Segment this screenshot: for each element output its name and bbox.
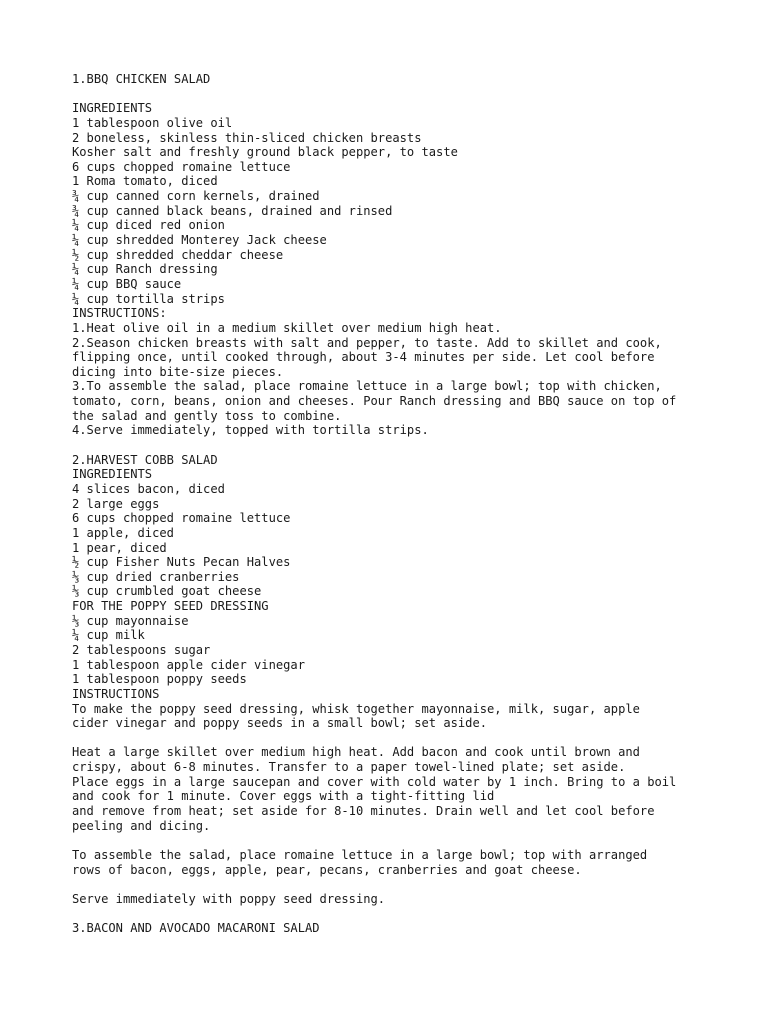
blank-line [72,87,732,102]
instruction-line: flipping once, until cooked through, about 3-4 minutes per side. Let cool before [72,350,655,365]
ingredient-line: ¼ cup shredded Monterey Jack cheese [72,233,327,248]
instruction-line: crispy, about 6-8 minutes. Transfer to a paper towel-lined plate; set aside. [72,760,626,775]
blank-line [72,438,732,453]
ingredient-line: Kosher salt and freshly ground black pepper, to taste [72,145,458,160]
instruction-line: cider vinegar and poppy seeds in a small bowl; set aside. [72,716,488,731]
instructions-heading: INSTRUCTIONS [72,686,160,701]
ingredient-line: 4 slices bacon, diced [72,481,225,496]
ingredient-line: 1 tablespoon olive oil [72,115,233,130]
blank-line [72,731,732,746]
ingredient-line: ¾ cup canned black beans, drained and rinsed [72,203,393,218]
ingredients-heading: INGREDIENTS [72,467,153,482]
ingredient-line: ⅓ cup crumbled goat cheese [72,584,262,599]
blank-line [72,833,732,848]
instruction-line: To make the poppy seed dressing, whisk together mayonnaise, milk, sugar, apple [72,701,640,716]
ingredient-line: ½ cup shredded cheddar cheese [72,247,284,262]
dressing-heading: FOR THE POPPY SEED DRESSING [72,599,269,614]
ingredient-line: 2 large eggs [72,496,160,511]
recipe-section [72,921,732,936]
instruction-line: and remove from heat; set aside for 8-10 minutes. Drain well and let cool before [72,804,655,819]
instruction-line: rows of bacon, eggs, apple, pear, pecans, cranberries and goat cheese. [72,862,582,877]
recipe-section [72,72,732,438]
instruction-line: Heat a large skillet over medium high heat. Add bacon and cook until brown and [72,745,640,760]
ingredient-line: ¾ cup canned corn kernels, drained [72,189,320,204]
dressing-line: ¼ cup milk [72,628,145,643]
instruction-line: 1.Heat olive oil in a medium skillet over medium high heat. [72,320,502,335]
ingredient-line: ¼ cup tortilla strips [72,291,225,306]
recipe-title: 3.BACON AND AVOCADO MACARONI SALAD [72,921,320,936]
instruction-line: 2.Season chicken breasts with salt and pepper, to taste. Add to skillet and cook, [72,335,662,350]
ingredient-line: 6 cups chopped romaine lettuce [72,159,291,174]
ingredient-line: ½ cup Fisher Nuts Pecan Halves [72,555,291,570]
instruction-line: Place eggs in a large saucepan and cover with cold water by 1 inch. Bring to a boil [72,774,677,789]
ingredient-line: ⅓ cup dried cranberries [72,569,240,584]
recipe-section [72,453,732,907]
dressing-line: 1 tablespoon poppy seeds [72,672,247,687]
ingredients-heading: INGREDIENTS [72,101,153,116]
dressing-line: 1 tablespoon apple cider vinegar [72,657,305,672]
instruction-line: dicing into bite-size pieces. [72,364,284,379]
ingredient-line: 1 Roma tomato, diced [72,174,218,189]
recipe-title: 2.HARVEST COBB SALAD [72,452,218,467]
instruction-line: tomato, corn, beans, onion and cheeses. Pour Ranch dressing and BBQ sauce on top of [72,394,677,409]
ingredient-line: 1 pear, diced [72,540,167,555]
instruction-line: peeling and dicing. [72,818,211,833]
ingredient-line: 2 boneless, skinless thin-sliced chicken breasts [72,130,422,145]
instruction-line: Serve immediately with poppy seed dressing. [72,891,386,906]
dressing-line: 2 tablespoons sugar [72,642,211,657]
instruction-line: and cook for 1 minute. Cover eggs with a tight-fitting lid [72,789,495,804]
ingredient-line: ¼ cup diced red onion [72,218,225,233]
instruction-line: To assemble the salad, place romaine lettuce in a large bowl; top with arranged [72,847,648,862]
blank-line [72,907,732,922]
instructions-heading: INSTRUCTIONS: [72,306,167,321]
instruction-line: 3.To assemble the salad, place romaine lettuce in a large bowl; top with chicken, [72,379,662,394]
ingredient-line: 6 cups chopped romaine lettuce [72,511,291,526]
ingredient-line: ¼ cup Ranch dressing [72,262,218,277]
document-page [72,72,732,936]
instruction-line: the salad and gently toss to combine. [72,408,342,423]
recipe-title: 1.BBQ CHICKEN SALAD [72,72,211,86]
ingredient-line: 1 apple, diced [72,525,174,540]
ingredient-line: ¼ cup BBQ sauce [72,276,182,291]
dressing-line: ⅓ cup mayonnaise [72,613,189,628]
instruction-line: 4.Serve immediately, topped with tortilla strips. [72,423,429,438]
blank-line [72,877,732,892]
